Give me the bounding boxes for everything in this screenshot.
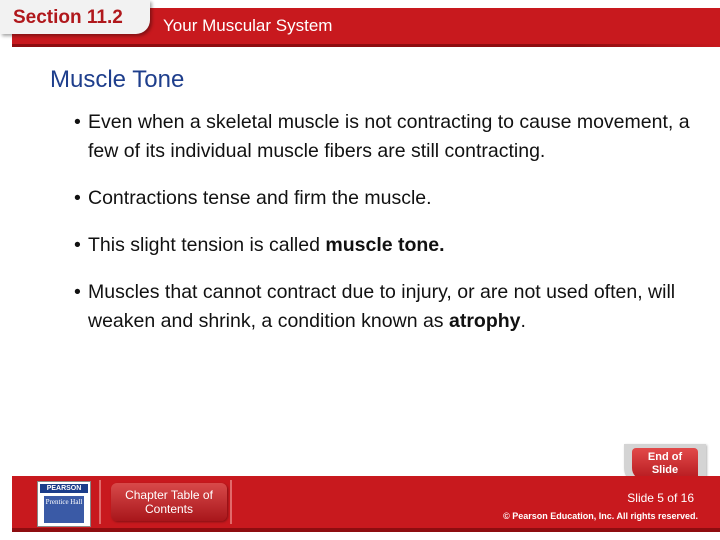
bullet-text: Even when a skeletal muscle is not contracting to cause movement, a few of its individual muscle fibers are still contracting. <box>88 111 690 162</box>
term-muscle-tone: muscle tone. <box>325 234 445 256</box>
bullet-item <box>74 108 694 166</box>
end-of-slide-label: End of Slide <box>647 451 683 476</box>
bullet-list <box>74 108 694 354</box>
bullet-text: Muscles that cannot contract due to injury, or are not used often, will weaken and shrink, a condition known as <box>88 281 676 332</box>
copyright-text: © Pearson Education, Inc. All rights reserved. <box>503 511 698 521</box>
chapter-table-of-contents-button[interactable] <box>111 483 227 521</box>
bullet-item <box>74 184 694 213</box>
pearson-logo <box>37 481 91 527</box>
bullet-marker: • <box>74 111 81 133</box>
bullet-text: This slight tension is called <box>88 234 326 256</box>
section-tab <box>0 0 150 34</box>
slide-footer <box>0 476 720 540</box>
slide-header <box>0 0 720 52</box>
slide-number: Slide 5 of 16 <box>627 491 694 505</box>
chapter-button-label: Chapter Table of Contents <box>125 488 213 516</box>
prentice-hall-logo: Prentice Hall <box>44 496 84 523</box>
bullet-marker: • <box>74 234 81 256</box>
section-label: Section 11.2 <box>13 7 123 28</box>
bullet-marker: • <box>74 187 81 209</box>
slide-title: Muscle Tone <box>50 66 185 93</box>
header-title: Your Muscular System <box>163 16 333 35</box>
footer-divider <box>99 480 101 524</box>
bullet-text: Contractions tense and firm the muscle. <box>88 187 432 209</box>
header-fade <box>580 8 720 47</box>
bullet-marker: • <box>74 281 81 303</box>
bullet-text-end: . <box>520 310 526 332</box>
pearson-logo-top: PEARSON <box>40 484 88 493</box>
footer-divider <box>230 480 232 524</box>
footer-shadow <box>12 528 720 532</box>
bullet-item <box>74 278 694 336</box>
bullet-item <box>74 231 694 260</box>
term-atrophy: atrophy <box>448 310 521 332</box>
